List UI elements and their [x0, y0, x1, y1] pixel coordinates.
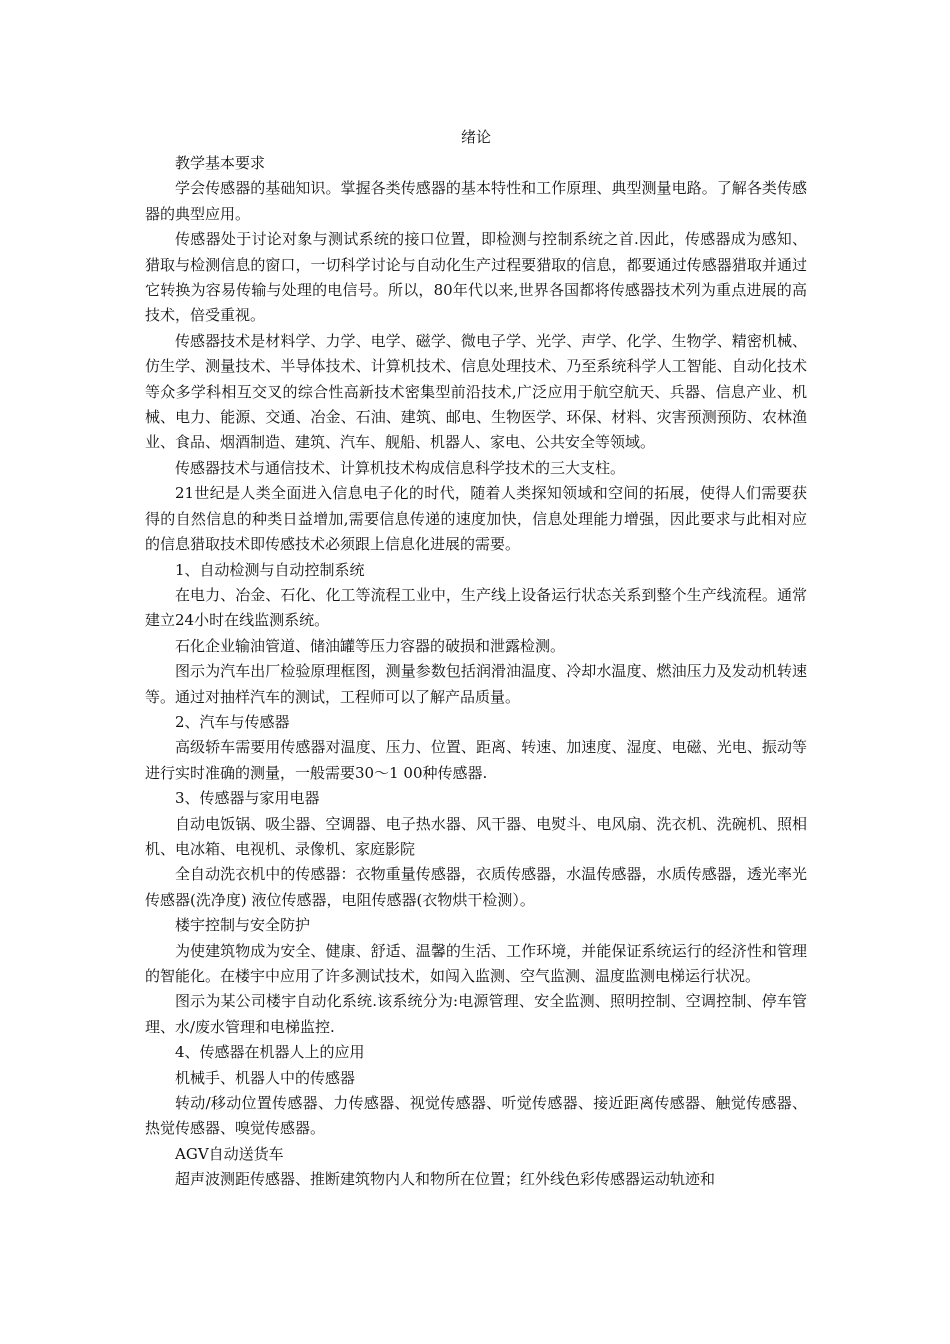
paragraph: 在电力、冶金、石化、化工等流程工业中，生产线上设备运行状态关系到整个生产线流程。通常建立24小时在线监测系统。: [145, 585, 807, 630]
subsection-heading: 楼宇控制与安全防护: [175, 916, 311, 935]
paragraph: 自动电饭锅、吸尘器、空调器、电子热水器、风干器、电熨斗、电风扇、洗衣机、洗碗机、照相机、电冰箱、电视机、录像机、家庭影院: [145, 814, 807, 858]
paragraph: 高级轿车需要用传感器对温度、压力、位置、距离、转速、加速度、湿度、电磁、光电、振动等进行实时准确的测量，一般需要30～1 00种传感器.: [145, 738, 807, 782]
section-heading: 3、传感器与家用电器: [175, 789, 320, 808]
subsection-heading: 机械手、机器人中的传感器: [175, 1068, 356, 1087]
paragraph: 图示为某公司楼宇自动化系统.该系统分为:电源管理、安全监测、照明控制、空调控制、停车管理、水/废水管理和电梯监控.: [145, 992, 807, 1036]
paragraph: 为使建筑物成为安全、健康、舒适、温馨的生活、工作环境，并能保证系统运行的经济性和管理的智能化。在楼宇中应用了许多测试技术，如闯入监测、空气监测、温度监测电梯运行状况。: [145, 941, 807, 985]
subsection-heading: AGV自动送货车: [175, 1144, 284, 1163]
section-heading: 2、汽车与传感器: [175, 712, 290, 731]
paragraph: 传感器处于讨论对象与测试系统的接口位置，即检测与控制系统之首.因此，传感器成为感知、猎取与检测信息的窗口，一切科学讨论与自动化生产过程要猎取的信息，都要通过传感器猎取并通过它转换为容易传输与处理的电信号。所以，80年代以来,世界各国都将传感器技术列为重点进展的高技术，倍受重视。: [145, 230, 807, 325]
paragraph: 转动/移动位置传感器、力传感器、视觉传感器、听觉传感器、接近距离传感器、触觉传感器、热觉传感器、嗅觉传感器。: [145, 1094, 807, 1138]
document-title: 绪论: [460, 128, 491, 146]
paragraph: 图示为汽车出厂检验原理框图，测量参数包括润滑油温度、冷却水温度、燃油压力及发动机转速等。通过对抽样汽车的测试，工程师可以了解产品质量。: [145, 662, 807, 706]
paragraph: 超声波测距传感器、推断建筑物内人和物所在位置；红外线色彩传感器运动轨迹和: [175, 1170, 716, 1189]
paragraph: 传感器技术是材料学、力学、电学、磁学、微电子学、光学、声学、化学、生物学、精密机械、仿生学、测量技术、半导体技术、计算机技术、信息处理技术、乃至系统科学人工智能、自动化技术等众多学科相互交叉的综合性高新技术密集型前沿技术,广泛应用于航空航天、兵器、信息产业、机械、电力、能源、交通、冶金、石油、建筑、邮电、生物医学、环保、材料、灾害预测预防、农林渔业、食品、烟酒制造、建筑、汽车、舰船、机器人、家电、公共安全等领域。: [145, 331, 807, 452]
paragraph: 传感器技术与通信技术、计算机技术构成信息科学技术的三大支柱。: [175, 458, 626, 477]
document-page: [145, 124, 807, 1193]
paragraph: 全自动洗衣机中的传感器：衣物重量传感器，衣质传感器，水温传感器，水质传感器，透光率光传感器(洗净度) 液位传感器，电阻传感器(衣物烘干检测）。: [145, 865, 807, 909]
section-heading: 1、自动检测与自动控制系统: [175, 560, 365, 579]
paragraph: 教学基本要求: [175, 154, 266, 172]
paragraph: 石化企业输油管道、储油罐等压力容器的破损和泄露检测。: [175, 636, 566, 655]
paragraph: 21世纪是人类全面进入信息电子化的时代，随着人类探知领域和空间的拓展，使得人们需要获得的自然信息的种类日益增加,需要信息传递的速度加快，信息处理能力增强，因此要求与此相对应的信息猎取技术即传感技术必须跟上信息化进展的需要。: [145, 484, 807, 554]
paragraph: 学会传感器的基础知识。掌握各类传感器的基本特性和工作原理、典型测量电路。了解各类传感器的典型应用。: [145, 179, 807, 223]
section-heading: 4、传感器在机器人上的应用: [175, 1043, 365, 1062]
